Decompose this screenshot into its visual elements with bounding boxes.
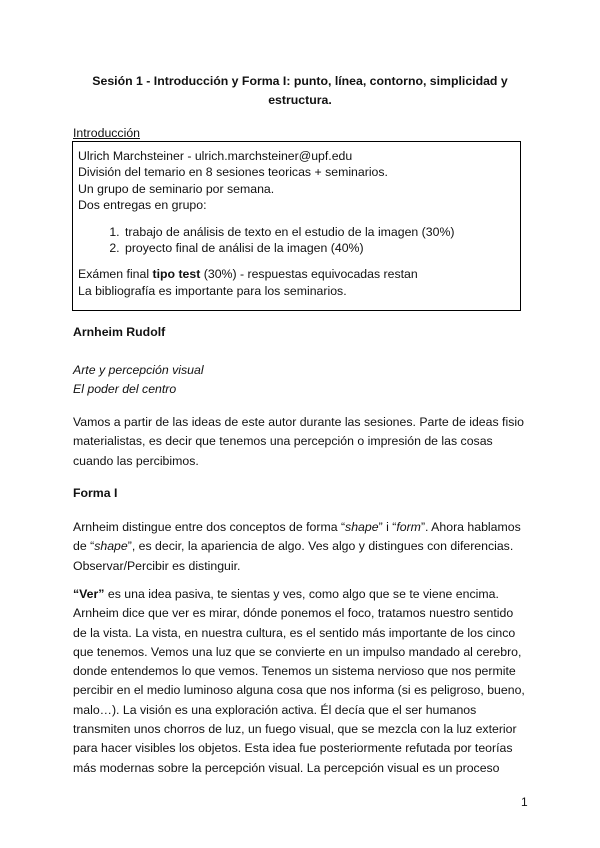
author-heading: Arnheim Rudolf xyxy=(73,325,166,339)
deliverables-list xyxy=(78,224,515,257)
list-item: 1. trabajo de análisis de texto en el estudio de la imagen (30%) xyxy=(123,224,515,240)
paragraph-text xyxy=(73,585,528,778)
division-line: División del temario en 8 sesiones teoricas + seminarios. xyxy=(78,165,388,180)
italic-term: shape xyxy=(94,539,128,554)
exam-bold: tipo test xyxy=(152,267,201,282)
instructor-line: Ulrich Marchsteiner - ulrich.marchsteiner@upf.edu xyxy=(78,149,353,163)
list-item: 2. proyecto final de análisi de la imagen (40%) xyxy=(123,240,515,256)
italic-term: shape xyxy=(345,520,379,534)
text-run: ”. Ahora hablamos de “ xyxy=(73,520,521,554)
exam-pre: Exámen final xyxy=(78,267,153,282)
title-line-1: Sesión 1 - Introducción y Forma I: punto, línea, contorno, simplicidad y xyxy=(92,74,508,88)
seminar-line: Un grupo de seminario por semana. xyxy=(78,181,275,196)
paragraph-text xyxy=(73,518,528,576)
text-run: es una idea pasiva, te sientas y ves, como algo que se te viene encima. Arnheim dice que ver es mirar, dónde ponemos el foco, tratamos nuestro sentido de la vista. La vista, en nuestra cultura, es el sentido más importante de los cinco que tenemos. Vemos una luz que se convierte en un impulso mandado al cerebro, donde entendemos lo que vemos. Tenemos un sistema nervioso que nos permite percibir en el medio luminoso alguna cosa que nos informa (si es peligroso, bueno, malo…). La visión es una exploración activa. Él decía que el ser humanos transmiten unos chorros de luz, un fuego visual, que se mezcla con la luz exterior para hacer visibles los objetos. Esta idea fue posteriormente refutada por teorías más modernas sobre la percepción visual. La percepción visual es un proceso xyxy=(73,587,525,775)
book-title: El poder del centro xyxy=(73,382,177,397)
title-line-2: estructura. xyxy=(268,93,332,107)
paragraph-shape xyxy=(73,518,528,576)
exam-post: (30%) - respuestas equivocadas restan xyxy=(200,267,418,282)
text-run: Arnheim distingue entre dos conceptos de forma “ xyxy=(73,520,346,534)
exam-line xyxy=(78,266,515,282)
paragraph-ver xyxy=(73,585,528,778)
page-title xyxy=(80,72,520,110)
paragraph-text: Vamos a partir de las ideas de este autor durante las sesiones. Parte de ideas fisio materialistas, es decir que tenemos una percepción o impresión de las cosas cuando las percibimos. xyxy=(73,415,524,468)
text-run: ” i “ xyxy=(378,520,397,534)
book-title: Arte y percepción visual xyxy=(73,363,204,377)
deliverables-line: Dos entregas en grupo: xyxy=(78,198,207,213)
italic-term: form xyxy=(396,520,421,534)
bibliography-line: La bibliografía es importante para los seminarios. xyxy=(78,283,347,298)
intro-heading: Introducción xyxy=(73,126,140,140)
course-info-box xyxy=(72,141,521,311)
bold-term: “Ver” xyxy=(73,587,105,601)
forma-heading: Forma I xyxy=(73,486,118,500)
book-list xyxy=(73,361,528,400)
page-number: 1 xyxy=(521,795,528,809)
text-run: ”, es decir, la apariencia de algo. Ves algo y distingues con diferencias. Observar/Percibir es distinguir. xyxy=(73,539,514,573)
paragraph-intro xyxy=(73,413,528,471)
